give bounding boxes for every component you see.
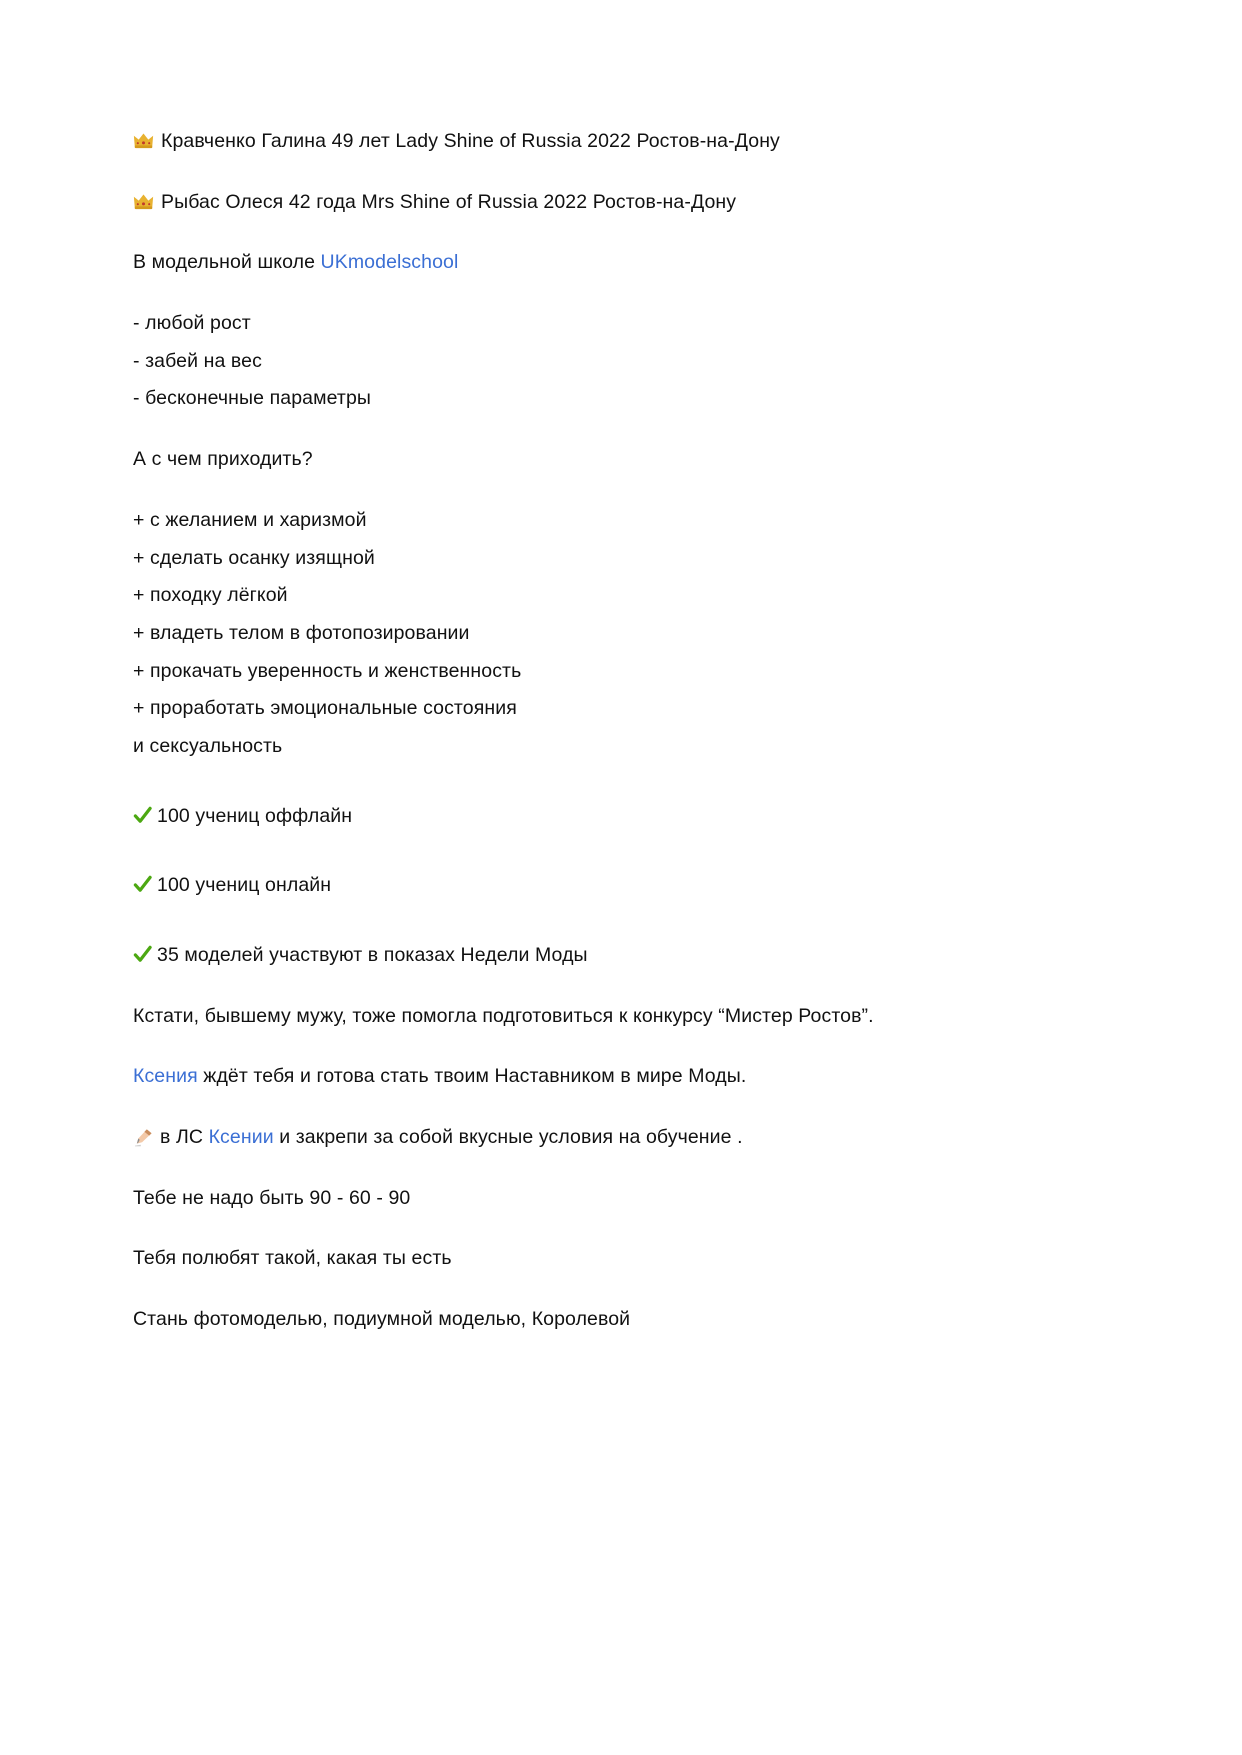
school-line <box>133 249 1013 277</box>
benefit-item-continued: и сексуальность <box>133 734 283 757</box>
dm-line <box>133 1124 1013 1152</box>
document-body <box>133 128 1013 1334</box>
check-mark-icon <box>133 875 152 894</box>
mentor-line <box>133 1063 1013 1091</box>
stat-line-offline <box>133 803 1013 831</box>
benefit-item: + с желанием и харизмой <box>133 508 367 531</box>
requirement-item: - бесконечные параметры <box>133 387 372 410</box>
winner-line-1 <box>133 128 1013 156</box>
closing-line-2: Тебя полюбят такой, какая ты есть <box>133 1247 452 1270</box>
school-prefix-text: В модельной школе <box>133 251 321 274</box>
benefit-item: + прокачать уверенность и женственность <box>133 659 522 682</box>
winner-line-2 <box>133 189 1013 217</box>
stat-line-online <box>133 872 1013 900</box>
dm-prefix-text: в ЛС <box>160 1126 209 1149</box>
ukmodelschool-link[interactable]: UKmodelschool <box>320 251 459 274</box>
benefit-item: + походку лёгкой <box>133 584 288 607</box>
crown-icon <box>133 191 154 208</box>
stat-online-text: 100 учениц онлайн <box>157 874 332 897</box>
benefit-item: + сделать осанку изящной <box>133 546 375 569</box>
kseniya-link[interactable]: Ксения <box>133 1065 198 1088</box>
question-line: А с чем приходить? <box>133 448 313 471</box>
stat-line-fashion-week <box>133 942 1013 970</box>
closing-line-3: Стань фотомоделью, подиумной моделью, Королевой <box>133 1308 631 1331</box>
requirement-item: - любой рост <box>133 312 251 335</box>
winner-2-text: Рыбас Олеся 42 года Mrs Shine of Russia 2022 Ростов-на-Дону <box>161 190 737 213</box>
winner-1-text: Кравченко Галина 49 лет Lady Shine of Russia 2022 Ростов-на-Дону <box>161 130 780 152</box>
stat-fashion-week-text: 35 моделей участвуют в показах Недели Моды <box>157 944 588 966</box>
mentor-rest-text: ждёт тебя и готова стать твоим Наставником в мире Моды. <box>197 1065 747 1088</box>
requirement-item: - забей на вес <box>133 349 262 372</box>
writing-hand-icon <box>133 1128 154 1147</box>
check-mark-icon <box>133 806 152 825</box>
kseniya-dm-link[interactable]: Ксении <box>208 1126 274 1149</box>
dm-rest-text: и закрепи за собой вкусные условия на обучение . <box>273 1126 743 1149</box>
stat-offline-text: 100 учениц оффлайн <box>157 804 353 827</box>
benefit-item: + владеть телом в фотопозировании <box>133 621 470 644</box>
crown-icon <box>133 130 154 147</box>
benefit-item: + проработать эмоциональные состояния <box>133 697 517 720</box>
check-mark-icon <box>133 945 152 964</box>
husband-note-line: Кстати, бывшему мужу, тоже помогла подготовиться к конкурсу “Мистер Ростов”. <box>133 1004 874 1027</box>
closing-line-1: Тебе не надо быть 90 - 60 - 90 <box>133 1186 411 1209</box>
